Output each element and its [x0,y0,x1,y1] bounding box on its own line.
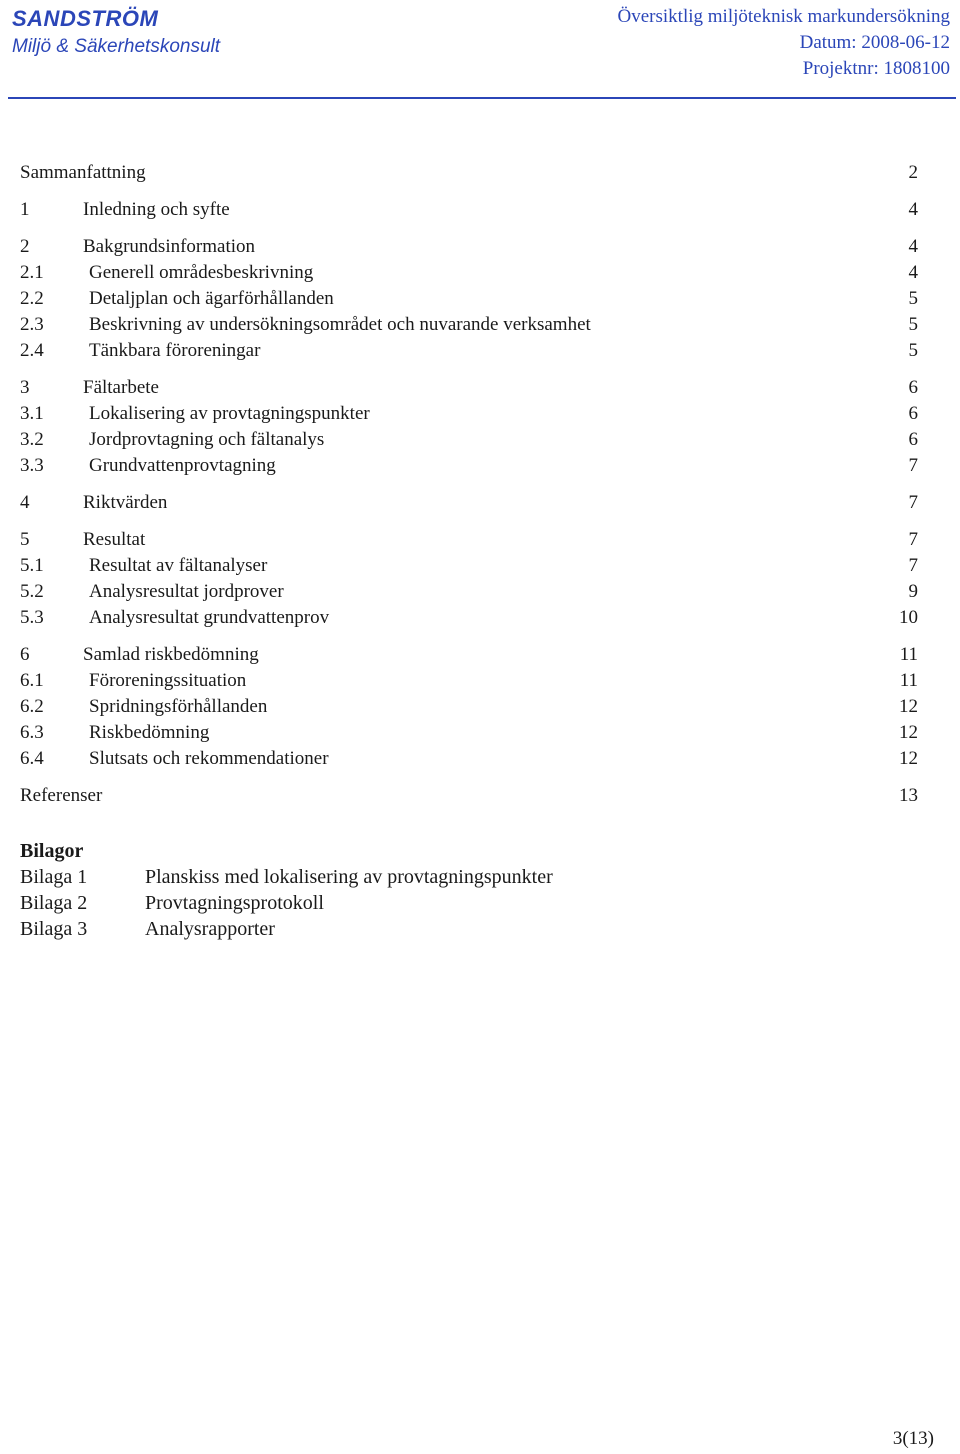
toc-entry-page: 12 [899,696,918,717]
toc-entry-title: Fältarbete [83,377,159,398]
toc-entry[interactable] [20,427,918,453]
toc-entry-page: 7 [908,555,918,576]
toc-entry[interactable] [20,338,918,364]
appendix-item [20,864,720,890]
appendix-description: Provtagningsprotokoll [145,892,324,914]
toc-entry[interactable] [20,642,918,668]
toc-entry-number: 3.1 [20,403,44,424]
toc-entry-title: Jordprovtagning och fältanalys [89,429,325,450]
toc-entry[interactable] [20,160,918,186]
toc-entry-page: 4 [908,262,918,283]
appendix-label: Bilaga 3 [20,918,88,940]
page-header [0,0,960,100]
toc-group [20,197,918,223]
toc-entry-number: 6.1 [20,670,44,691]
toc-entry-number: 2.4 [20,340,44,361]
toc-entry-title: Riskbedömning [89,722,210,743]
toc-entry-number: 4 [20,492,30,513]
toc-group [20,160,918,186]
toc-entry-title: Föroreningssituation [89,670,247,691]
toc-entry-title: Inledning och syfte [83,199,230,220]
toc-group [20,783,918,809]
appendix-list [20,838,720,942]
toc-entry-title: Samlad riskbedömning [83,644,259,665]
toc-group [20,490,918,516]
toc-entry-title: Riktvärden [83,492,168,513]
appendix-heading: Bilagor [20,840,84,862]
toc-entry-number: 5 [20,529,30,550]
toc-entry-title: Resultat [83,529,146,550]
toc-entry-title: Analysresultat jordprover [89,581,284,602]
toc-entry-page: 6 [908,429,918,450]
toc-entry-number: 2.2 [20,288,44,309]
company-name: SANDSTRÖM [12,6,159,31]
toc-entry-page: 5 [908,314,918,335]
appendix-description: Planskiss med lokalisering av provtagningspunkter [145,866,553,888]
toc-entry-page: 10 [899,607,918,628]
toc-entry-page: 4 [908,236,918,257]
toc-entry-number: 6.4 [20,748,44,769]
appendix-item [20,916,720,942]
toc-entry-page: 4 [908,199,918,220]
project-number: Projektnr: 1808100 [802,58,950,79]
toc-entry-number: 6.2 [20,696,44,717]
toc-entry-title: Grundvattenprovtagning [89,455,276,476]
toc-entry[interactable] [20,527,918,553]
toc-entry-page: 9 [908,581,918,602]
toc-entry-page: 2 [908,162,918,183]
toc-entry-page: 11 [899,644,918,665]
toc-group [20,527,918,631]
toc-entry[interactable] [20,553,918,579]
toc-entry[interactable] [20,197,918,223]
toc-entry[interactable] [20,746,918,772]
toc-entry-page: 6 [908,403,918,424]
toc-entry-title: Bakgrundsinformation [83,236,256,257]
toc-entry-title: Resultat av fältanalyser [89,555,268,576]
header-info [618,4,950,82]
toc-entry-number: 6 [20,644,30,665]
toc-entry[interactable] [20,668,918,694]
appendix-item [20,890,720,916]
header-rule [8,97,956,99]
toc-entry-title: Referenser [20,785,103,806]
toc-entry-title: Slutsats och rekommendationer [89,748,329,769]
toc-entry-number: 3.3 [20,455,44,476]
report-date: Datum: 2008-06-12 [799,32,950,53]
toc-entry-page: 12 [899,722,918,743]
toc-group [20,642,918,772]
toc-entry-number: 5.3 [20,607,44,628]
toc-entry[interactable] [20,694,918,720]
appendix-label: Bilaga 1 [20,866,88,888]
toc-entry-number: 6.3 [20,722,44,743]
toc-entry-title: Tänkbara föroreningar [89,340,261,361]
toc-entry-page: 11 [899,670,918,691]
toc-group [20,234,918,364]
toc-entry-page: 12 [899,748,918,769]
report-title: Översiktlig miljöteknisk markundersökning [617,6,950,27]
toc-entry-title: Beskrivning av undersökningsområdet och nuvarande verksamhet [89,314,591,335]
toc-entry-number: 5.1 [20,555,44,576]
toc-entry-number: 2.3 [20,314,44,335]
toc-entry-title: Lokalisering av provtagningspunkter [89,403,370,424]
toc-entry-page: 7 [908,529,918,550]
toc-entry-title: Generell områdesbeskrivning [89,262,314,283]
toc-entry-number: 5.2 [20,581,44,602]
toc-entry[interactable] [20,375,918,401]
toc-entry-title: Detaljplan och ägarförhållanden [89,288,334,309]
toc-entry-number: 1 [20,199,30,220]
toc-entry-title: Analysresultat grundvattenprov [89,607,330,628]
toc-entry[interactable] [20,260,918,286]
toc-entry[interactable] [20,312,918,338]
toc-entry-number: 3.2 [20,429,44,450]
toc-entry-title: Sammanfattning [20,162,146,183]
toc-entry[interactable] [20,783,918,809]
toc-entry-page: 13 [899,785,918,806]
toc-entry-number: 3 [20,377,30,398]
toc-entry[interactable] [20,401,918,427]
toc-entry[interactable] [20,720,918,746]
company-tagline: Miljö & Säkerhetskonsult [12,36,221,57]
toc-entry[interactable] [20,579,918,605]
toc-entry-number: 2.1 [20,262,44,283]
toc-entry-page: 5 [908,340,918,361]
toc-entry-page: 7 [908,455,918,476]
toc-group [20,375,918,479]
toc-entry[interactable] [20,605,918,631]
toc-entry-number: 2 [20,236,30,257]
table-of-contents [20,160,918,820]
toc-entry-page: 5 [908,288,918,309]
toc-entry-page: 6 [908,377,918,398]
toc-entry-title: Spridningsförhållanden [89,696,268,717]
appendix-description: Analysrapporter [145,918,275,940]
toc-entry[interactable] [20,453,918,479]
appendix-label: Bilaga 2 [20,892,88,914]
toc-entry[interactable] [20,286,918,312]
page-number: 3(13) [892,1428,934,1449]
toc-entry[interactable] [20,234,918,260]
toc-entry-page: 7 [908,492,918,513]
toc-entry[interactable] [20,490,918,516]
